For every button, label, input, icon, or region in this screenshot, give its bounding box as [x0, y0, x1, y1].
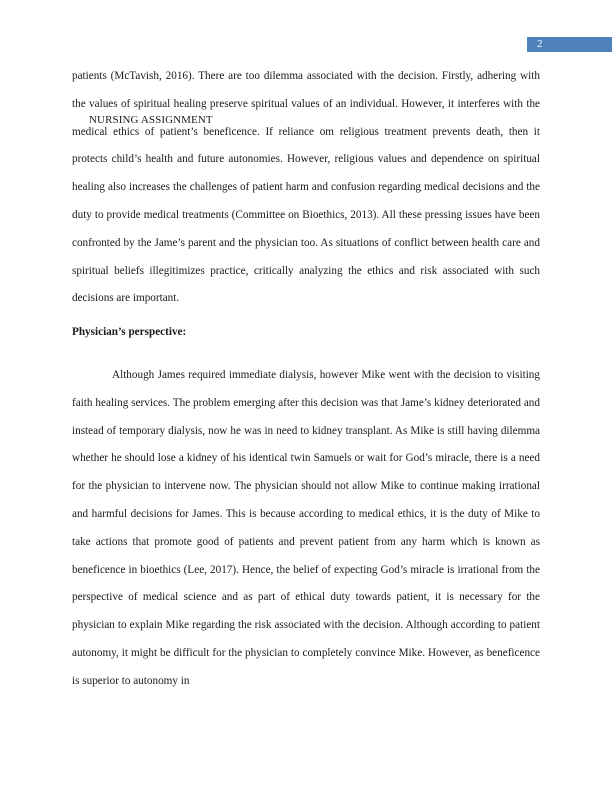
paragraph-1: patients (McTavish, 2016). There are too dilemma associated with the decision. Firstly, adhering with the values of spiritual healing preserve spiritual values of an individual. However, it interferes with the medical ethics of patient’s beneficence. If reliance om religious treatment prevents death, then it protects child’s health and future autonomies. However, religious values and dependence on spiritual healing also increases the challenges of patient harm and confusion regarding medical decisions and the duty to provide medical treatments (Committee on Bioethics, 2013). All these pressing issues have been confronted by the Jame’s parent and the physician too. As situations of conflict between health care and spiritual beliefs illegitimizes practice, critically analyzing the ethics and risk associated with such decisions are important.	[72, 70, 540, 305]
paragraph-2: Although James required immediate dialysis, however Mike went with the decision to visiting faith healing services. The problem emerging after this decision was that Jame’s kidney deteriorated and instead of temporary dialysis, now he was in need to kidney transplant. As Mike is still having dilemma whether he should lose a kidney of his identical twin Samuels or wait for God’s miracle, there is a need for the physician to intervene now. The physician should not allow Mike to continue making irrational and harmful decisions for James. This is because according to medical ethics, it is the duty of Mike to take actions that promote good of patients and prevent patient from any harm which is known as beneficence in bioethics (Lee, 2017). Hence, the belief of expecting God’s miracle is irrational from the perspective of medical science and as part of ethical duty towards patient, it is necessary for the physician to explain Mike regarding the risk associated with the decision. Although according to patient autonomy, it might be difficult for the physician to completely convince Mike. However, as beneficence is superior to autonomy in	[72, 369, 540, 687]
page-number: 2	[527, 37, 612, 52]
running-head: NURSING ASSIGNMENT	[89, 114, 213, 126]
section-heading: Physician’s perspective:	[72, 326, 187, 338]
